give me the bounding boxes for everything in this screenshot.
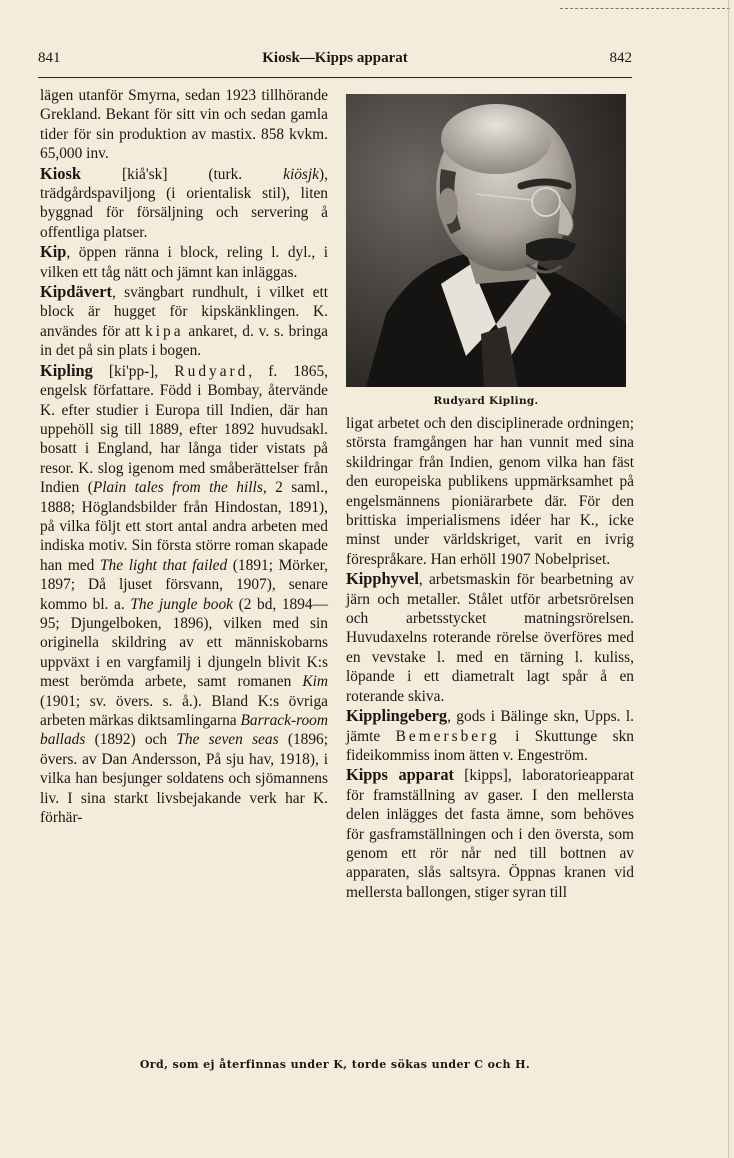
- body-text: (1901; sv. övers. s. å.). Bland K:s övriga arbeten märkas diktsamlingarna: [40, 692, 328, 729]
- body-text: [kipps], laboratorieapparat för framställning av gaser. I den mellersta delen inlägges det fasta ämne, som behöves för gasframställningen och i den översta, som genom ett rör når ned till bottnen av apparaten, slås saltsyra. Öppnas kranen vid mellersta ballongen, stiger syran till: [346, 767, 634, 901]
- right-page-number: 842: [609, 50, 632, 66]
- left-page-number: 841: [38, 50, 61, 66]
- spaced-text: Bemersberg: [395, 727, 500, 745]
- entry-paragraph: [40, 242, 328, 282]
- body-text: (1891; Mörker, 1897; Då ljuset försvann, 1907), senare kommo bl. a.: [40, 556, 328, 613]
- body-text: , svängbart rundhult, i vilket ett block är hugget för kipskänklingen. K. användes för att: [40, 284, 328, 340]
- italic-title: kiösjk: [283, 165, 320, 183]
- page-footer-note: Ord, som ej återfinnas under K, torde sökas under C och H.: [139, 1058, 531, 1071]
- entry-paragraph: [40, 86, 328, 164]
- body-text: (2 bd, 1894—95; Djungelboken, 1896), vilken med sin originella skildring av ett människobarns uppväxt i en vargfamilj i djungeln blivit K:s mest berömda arbete, samt romanen: [40, 595, 328, 691]
- body-text: (1896; övers. av Dan Andersson, På sju hav, 1918), i vilka han besjunger soldatens och sjömannens liv. I sina starkt livsbejakande verk har K. förhär-: [40, 731, 329, 827]
- entry-paragraph: [346, 765, 634, 902]
- body-text: [ki'pp-],: [92, 362, 175, 380]
- body-text: , öppen ränna i block, reling l. dyl., i vilken ett tåg nätt och jämnt kan inläggas.: [40, 244, 328, 281]
- body-text: , 2 saml., 1888; Höglandsbilder från Hindostan, 1891), på vilka följt ett stort antal andra arbeten med indiska motiv. Sin första större roman skapade han med: [40, 479, 328, 574]
- italic-title: The light that failed: [99, 556, 228, 574]
- body-text: (1892) och: [85, 731, 177, 749]
- headword: Kiosk: [40, 163, 81, 183]
- headword: Kipdävert: [40, 282, 112, 302]
- entry-paragraph: [346, 706, 634, 765]
- headword: Kip: [40, 242, 67, 262]
- portrait-illustration: [346, 94, 626, 387]
- body-text: lägen utanför Smyrna, sedan 1923 tillhörande Grekland. Bekant för sitt vin och sedan gamla tider för sin produktion av mastix. 858 kvkm. 65,000 inv.: [40, 87, 328, 163]
- page-edge: [728, 0, 729, 1158]
- body-text: ), trädgårdspaviljong (i orientalisk stil), liten byggnad för försäljning och servering å offentliga platser.: [40, 165, 328, 241]
- italic-title: Kim: [302, 673, 328, 691]
- body-text: ankaret, d. v. s. bringa in det på sin plats i bogen.: [40, 322, 328, 360]
- headword: Kipps apparat: [346, 765, 455, 785]
- right-column: [346, 414, 634, 902]
- spaced-text: Rudyard: [174, 362, 249, 380]
- kipling-portrait-photo: [346, 94, 626, 387]
- photo-caption: Rudyard Kipling.: [433, 395, 539, 407]
- headword: Kipphyvel: [346, 569, 419, 589]
- entry-paragraph: [40, 282, 328, 361]
- entry-paragraph: [40, 164, 328, 243]
- italic-title: The jungle book: [130, 595, 233, 613]
- body-text: [kiå'sk] (turk.: [81, 165, 284, 183]
- body-text: , arbetsmaskin för bearbetning av järn och metaller. Stålet utför arbetsrörelsen och arbetsstycket matningsrörelsen. Huvudaxelns roterande rörelse överföres med en vevstake l. med en tärning l. kuliss, löpande i ett diametralt lagt spår å en roterande skiva.: [346, 571, 634, 705]
- entry-paragraph: [346, 414, 634, 569]
- body-text: , f. 1865, engelsk författare. Född i Bombay, återvände K. efter studier i Europa till Indien, där han uppehöll sig till 1889, efter 1892 huvudsakl. bosatt i England, har långa tider vistats på resor. K. slog igenom med småberättelser från Indien (: [40, 362, 328, 497]
- entry-paragraph: [346, 569, 634, 706]
- left-column: [40, 86, 328, 827]
- headword: Kipling: [40, 360, 93, 380]
- body-text: , gods i Bälinge skn, Upps. l. jämte: [346, 708, 634, 745]
- italic-title: The seven seas: [176, 731, 279, 749]
- spaced-text: kipa: [145, 322, 184, 340]
- headword: Kipplingeberg: [346, 706, 448, 726]
- italic-title: Plain tales from the hills: [92, 479, 263, 497]
- body-text: ligat arbetet och den disciplinerade ordningen; största framgången har han vunnit med sina skildringar från Indien, genom vilka han fäst den europeiska publikens uppmärksamhet på engelsmännens pioniärarbete där. För den brittiska imperialismens idéer har K., icke minst under världskriget, varit en ivrig förespråkare. Han erhöll 1907 Nobelpriset.: [346, 415, 634, 568]
- running-title: Kiosk—Kipps apparat: [262, 50, 408, 66]
- page-edge-mark: [560, 8, 730, 9]
- italic-title: Barrack-room ballads: [40, 712, 328, 749]
- body-text: i Skuttunge skn fideikommiss inom ätten v. Engeström.: [346, 727, 634, 764]
- header-rule: [38, 77, 632, 78]
- entry-paragraph: [40, 361, 328, 828]
- page-header: [38, 50, 632, 70]
